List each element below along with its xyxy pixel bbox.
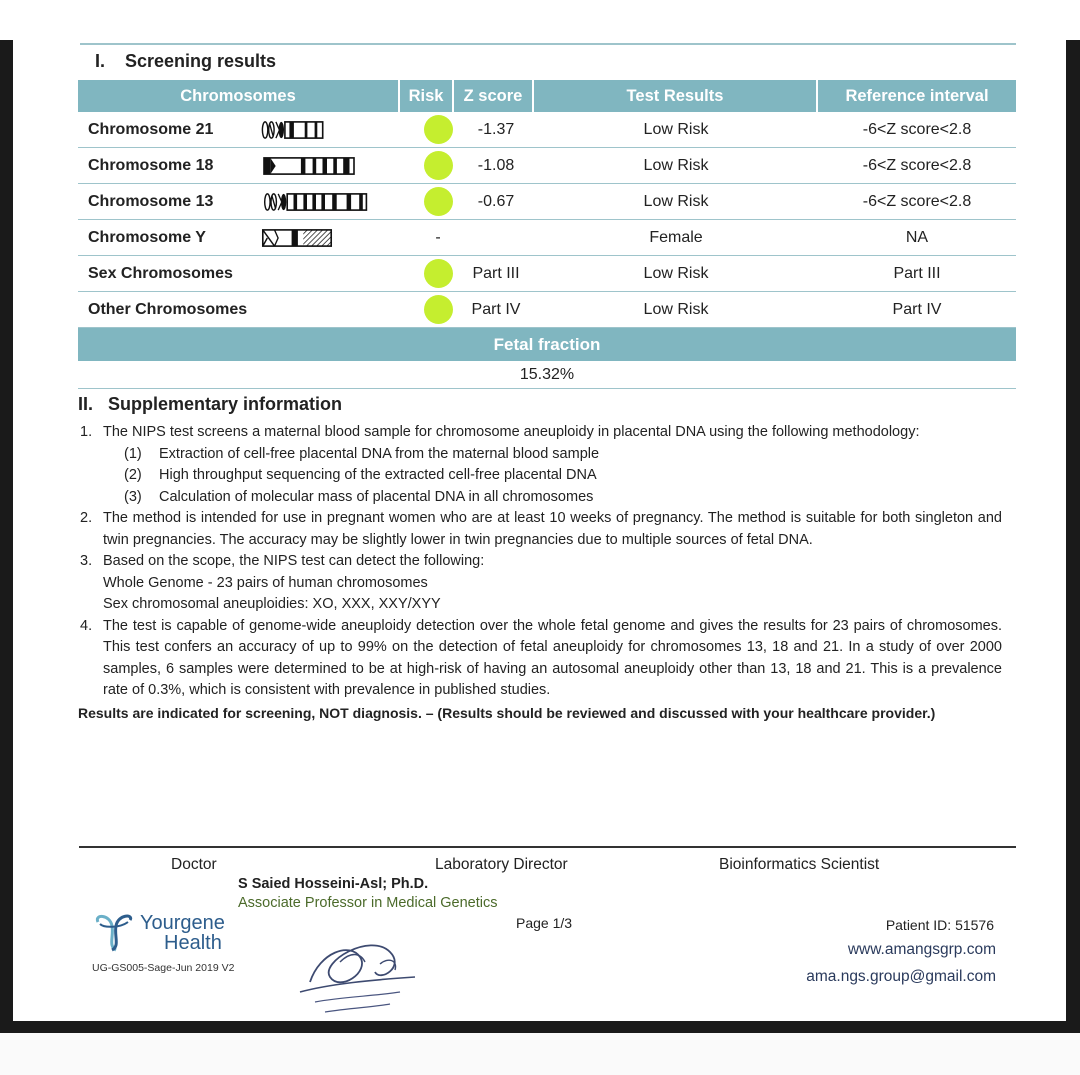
chromosome-name: Other Chromosomes (88, 300, 248, 318)
chromosome-ideogram-icon (258, 157, 360, 175)
list-item: 1. The NIPS test screens a maternal blood sample for chromosome aneuploidy in placental DNA using the following methodology: (80, 424, 920, 440)
header-test-results: Test Results (534, 80, 816, 112)
bottom-margin (0, 1033, 1080, 1075)
header-reference-interval: Reference interval (818, 80, 1016, 112)
low-risk-dot-icon (424, 295, 453, 324)
fetal-fraction-value: 15.32% (78, 362, 1016, 389)
screening-disclaimer: Results are indicated for screening, NOT diagnosis. – (Results should be reviewed and discussed with your healthcare provider.) (78, 705, 936, 721)
risk-indicator: - (435, 228, 441, 246)
chromosome-name: Chromosome 13 (88, 192, 214, 210)
header-z-score: Z score (454, 80, 532, 112)
chromosome-name: Sex Chromosomes (88, 264, 233, 282)
chromosome-ideogram-icon (258, 229, 336, 247)
screening-section-title: I. Screening results (95, 51, 277, 71)
z-score: Part IV (471, 300, 521, 318)
chromosome-ideogram-icon (258, 193, 374, 211)
yourgene-logo (92, 912, 232, 956)
chromosome-name: Chromosome 18 (88, 156, 214, 174)
reference-interval: NA (905, 228, 929, 246)
list-subitem: (2) High throughput sequencing of the extracted cell-free placental DNA (124, 467, 597, 483)
fetal-fraction-header: Fetal fraction (78, 328, 1016, 361)
website-link[interactable]: www.amangsgrp.com (847, 941, 996, 958)
list-item: 2. The method is intended for use in pregnant women who are at least 10 weeks of pregnancy. The method is suitable for both singleton and twin pregnancies. The accuracy may be slightly lower in twin pregnancies due to multiple sources of fetal DNA. (80, 510, 1002, 548)
table-row (78, 256, 1016, 292)
signature-rule (79, 846, 1016, 848)
patient-id: Patient ID: 51576 (885, 917, 994, 933)
reference-interval: Part IV (892, 300, 942, 318)
table-row (78, 220, 1016, 256)
low-risk-dot-icon (424, 187, 453, 216)
test-result: Low Risk (643, 300, 709, 318)
test-result: Low Risk (643, 120, 709, 138)
z-score: Part III (472, 264, 520, 282)
list-continuation: Sex chromosomal aneuploidies: XO, XXX, XXY/XYY (103, 596, 441, 612)
supplementary-section-title: II. Supplementary information (78, 394, 343, 414)
header-risk: Risk (400, 80, 452, 112)
director-title: Associate Professor in Medical Genetics (238, 895, 498, 911)
top-margin (0, 0, 1080, 40)
z-score (456, 220, 536, 255)
list-subitem: (3) Calculation of molecular mass of placental DNA in all chromosomes (124, 488, 594, 505)
reference-interval: Part III (893, 264, 941, 282)
signature-stamp-icon (280, 922, 430, 1022)
left-border (0, 40, 13, 1022)
test-result: Low Risk (643, 192, 709, 210)
reference-interval: -6<Z score<2.8 (862, 192, 972, 210)
supplementary-list (80, 422, 1002, 702)
table-row (78, 292, 1016, 328)
test-result: Low Risk (643, 264, 709, 282)
email-link[interactable]: ama.ngs.group@gmail.com (806, 968, 996, 985)
chromosome-ideogram-icon (258, 121, 328, 139)
table-row (78, 184, 1016, 220)
document-reference: UG-GS005-Sage-Jun 2019 V2 (92, 962, 235, 974)
chromosome-name: Chromosome 21 (88, 120, 214, 138)
z-score: -1.08 (477, 156, 515, 174)
director-name: S Saied Hosseini-Asl; Ph.D. (238, 876, 429, 892)
logo-text-line1: Yourgene (140, 912, 225, 934)
yourgene-logo-icon (92, 912, 136, 952)
lab-director-label: Laboratory Director (435, 856, 568, 873)
low-risk-dot-icon (424, 151, 453, 180)
top-rule (80, 43, 1016, 45)
doctor-label: Doctor (171, 856, 217, 873)
list-item: 4. The test is capable of genome-wide aneuploidy detection over the whole fetal genome and gives the results for 23 pairs of chromosomes. This test confers an accuracy of up to 99% on the detection of fetal aneuploidy for chromosomes 13, 18 and 21. In a study of over 2000 samples, 6 samples were determined to be at high-risk of having an autosomal aneuploidy other than 13, 18 and 21. This is a prevalence rate of 0.3%, which is consistent with prevalence in published studies. (80, 617, 1002, 698)
z-score: -1.37 (477, 120, 515, 138)
z-score: -0.67 (477, 192, 515, 210)
page-number: Page 1/3 (516, 915, 573, 931)
right-border (1066, 40, 1080, 1022)
table-row (78, 112, 1016, 148)
low-risk-dot-icon (424, 115, 453, 144)
header-chromosomes: Chromosomes (78, 80, 398, 112)
list-item: 3. Based on the scope, the NIPS test can detect the following: (80, 553, 485, 569)
list-continuation: Whole Genome - 23 pairs of human chromosomes (103, 574, 428, 591)
list-subitem: (1) Extraction of cell-free placental DNA from the maternal blood sample (124, 445, 600, 462)
bottom-border (0, 1021, 1080, 1033)
table-row (78, 148, 1016, 184)
logo-text-line2: Health (164, 932, 222, 954)
test-result: Low Risk (643, 156, 709, 174)
reference-interval: -6<Z score<2.8 (862, 120, 972, 138)
reference-interval: -6<Z score<2.8 (862, 156, 972, 174)
low-risk-dot-icon (424, 259, 453, 288)
bioinformatics-label: Bioinformatics Scientist (719, 856, 880, 873)
test-result: Female (649, 228, 703, 246)
chromosome-name: Chromosome Y (88, 228, 206, 246)
